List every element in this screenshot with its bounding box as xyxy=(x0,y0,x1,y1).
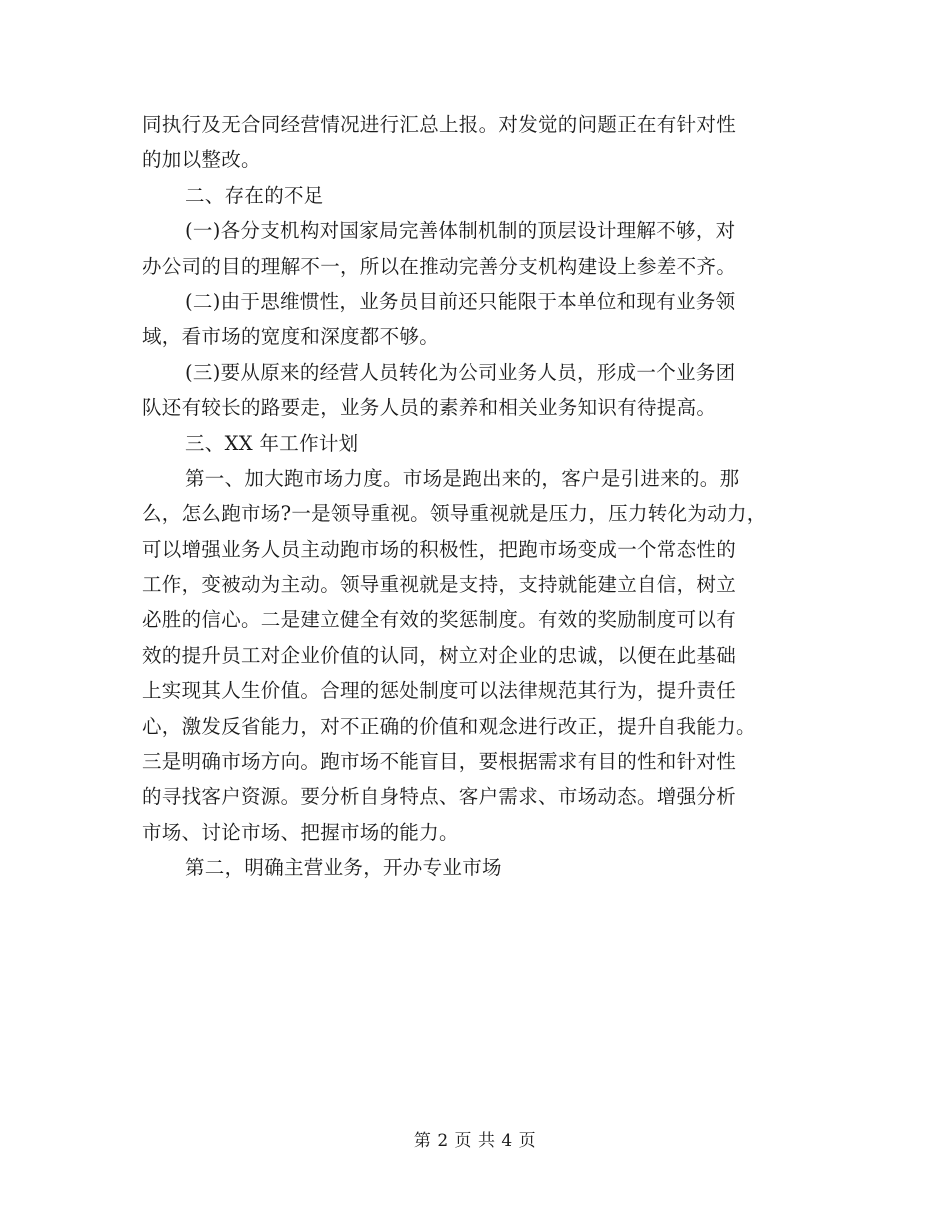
text-line: 可以增强业务人员主动跑市场的积极性，把跑市场变成一个常态性的 xyxy=(142,537,737,561)
text-line: 的加以整改。 xyxy=(142,148,261,172)
text-line: 同执行及无合同经营情况进行汇总上报。对发觉的问题正在有针对性 xyxy=(142,113,737,136)
document-body xyxy=(142,107,822,886)
text-line: 工作，变被动为主动。领导重视就是支持，支持就能建立自信，树立 xyxy=(142,573,737,597)
text-line: 效的提升员工对企业价值的认同，树立对企业的忠诚，以便在此基础 xyxy=(142,643,737,667)
text-line: 队还有较长的路要走，业务人员的素养和相关业务知识有待提高。 xyxy=(142,396,717,420)
text-line: 么，怎么跑市场?一是领导重视。领导重视就是压力，压力转化为动力， xyxy=(142,502,767,526)
text-line: 域，看市场的宽度和深度都不够。 xyxy=(142,325,440,349)
text-line: 第二，明确主营业务，开办专业市场 xyxy=(185,856,502,880)
text-line: 心，激发反省能力，对不正确的价值和观念进行改正，提升自我能力。 xyxy=(142,714,756,738)
text-line: 必胜的信心。二是建立健全有效的奖惩制度。有效的奖励制度可以有 xyxy=(142,608,737,632)
text-line: 二、存在的不足 xyxy=(185,183,324,207)
text-line: (二)由于思维惯性，业务员目前还只能限于本单位和现有业务领 xyxy=(185,289,736,313)
text-line: 市场、讨论市场、把握市场的能力。 xyxy=(142,820,459,844)
page-footer: 第 2 页 共 4 页 xyxy=(413,1131,537,1151)
text-line: 的寻找客户资源。要分析自身特点、客户需求、市场动态。增强分析 xyxy=(142,785,737,809)
text-line: (三)要从原来的经营人员转化为公司业务人员，形成一个业务团 xyxy=(185,360,736,384)
text-line: 三、XX 年工作计划 xyxy=(185,431,359,455)
text-line: 上实现其人生价值。合理的惩处制度可以法律规范其行为，提升责任 xyxy=(142,679,737,703)
text-line: 办公司的目的理解不一，所以在推动完善分支机构建设上参差不齐。 xyxy=(142,254,737,278)
text-line: (一)各分支机构对国家局完善体制机制的顶层设计理解不够，对 xyxy=(185,219,736,243)
text-line: 第一、加大跑市场力度。市场是跑出来的，客户是引进来的。那 xyxy=(185,466,740,490)
text-line: 三是明确市场方向。跑市场不能盲目，要根据需求有目的性和针对性 xyxy=(142,750,737,774)
